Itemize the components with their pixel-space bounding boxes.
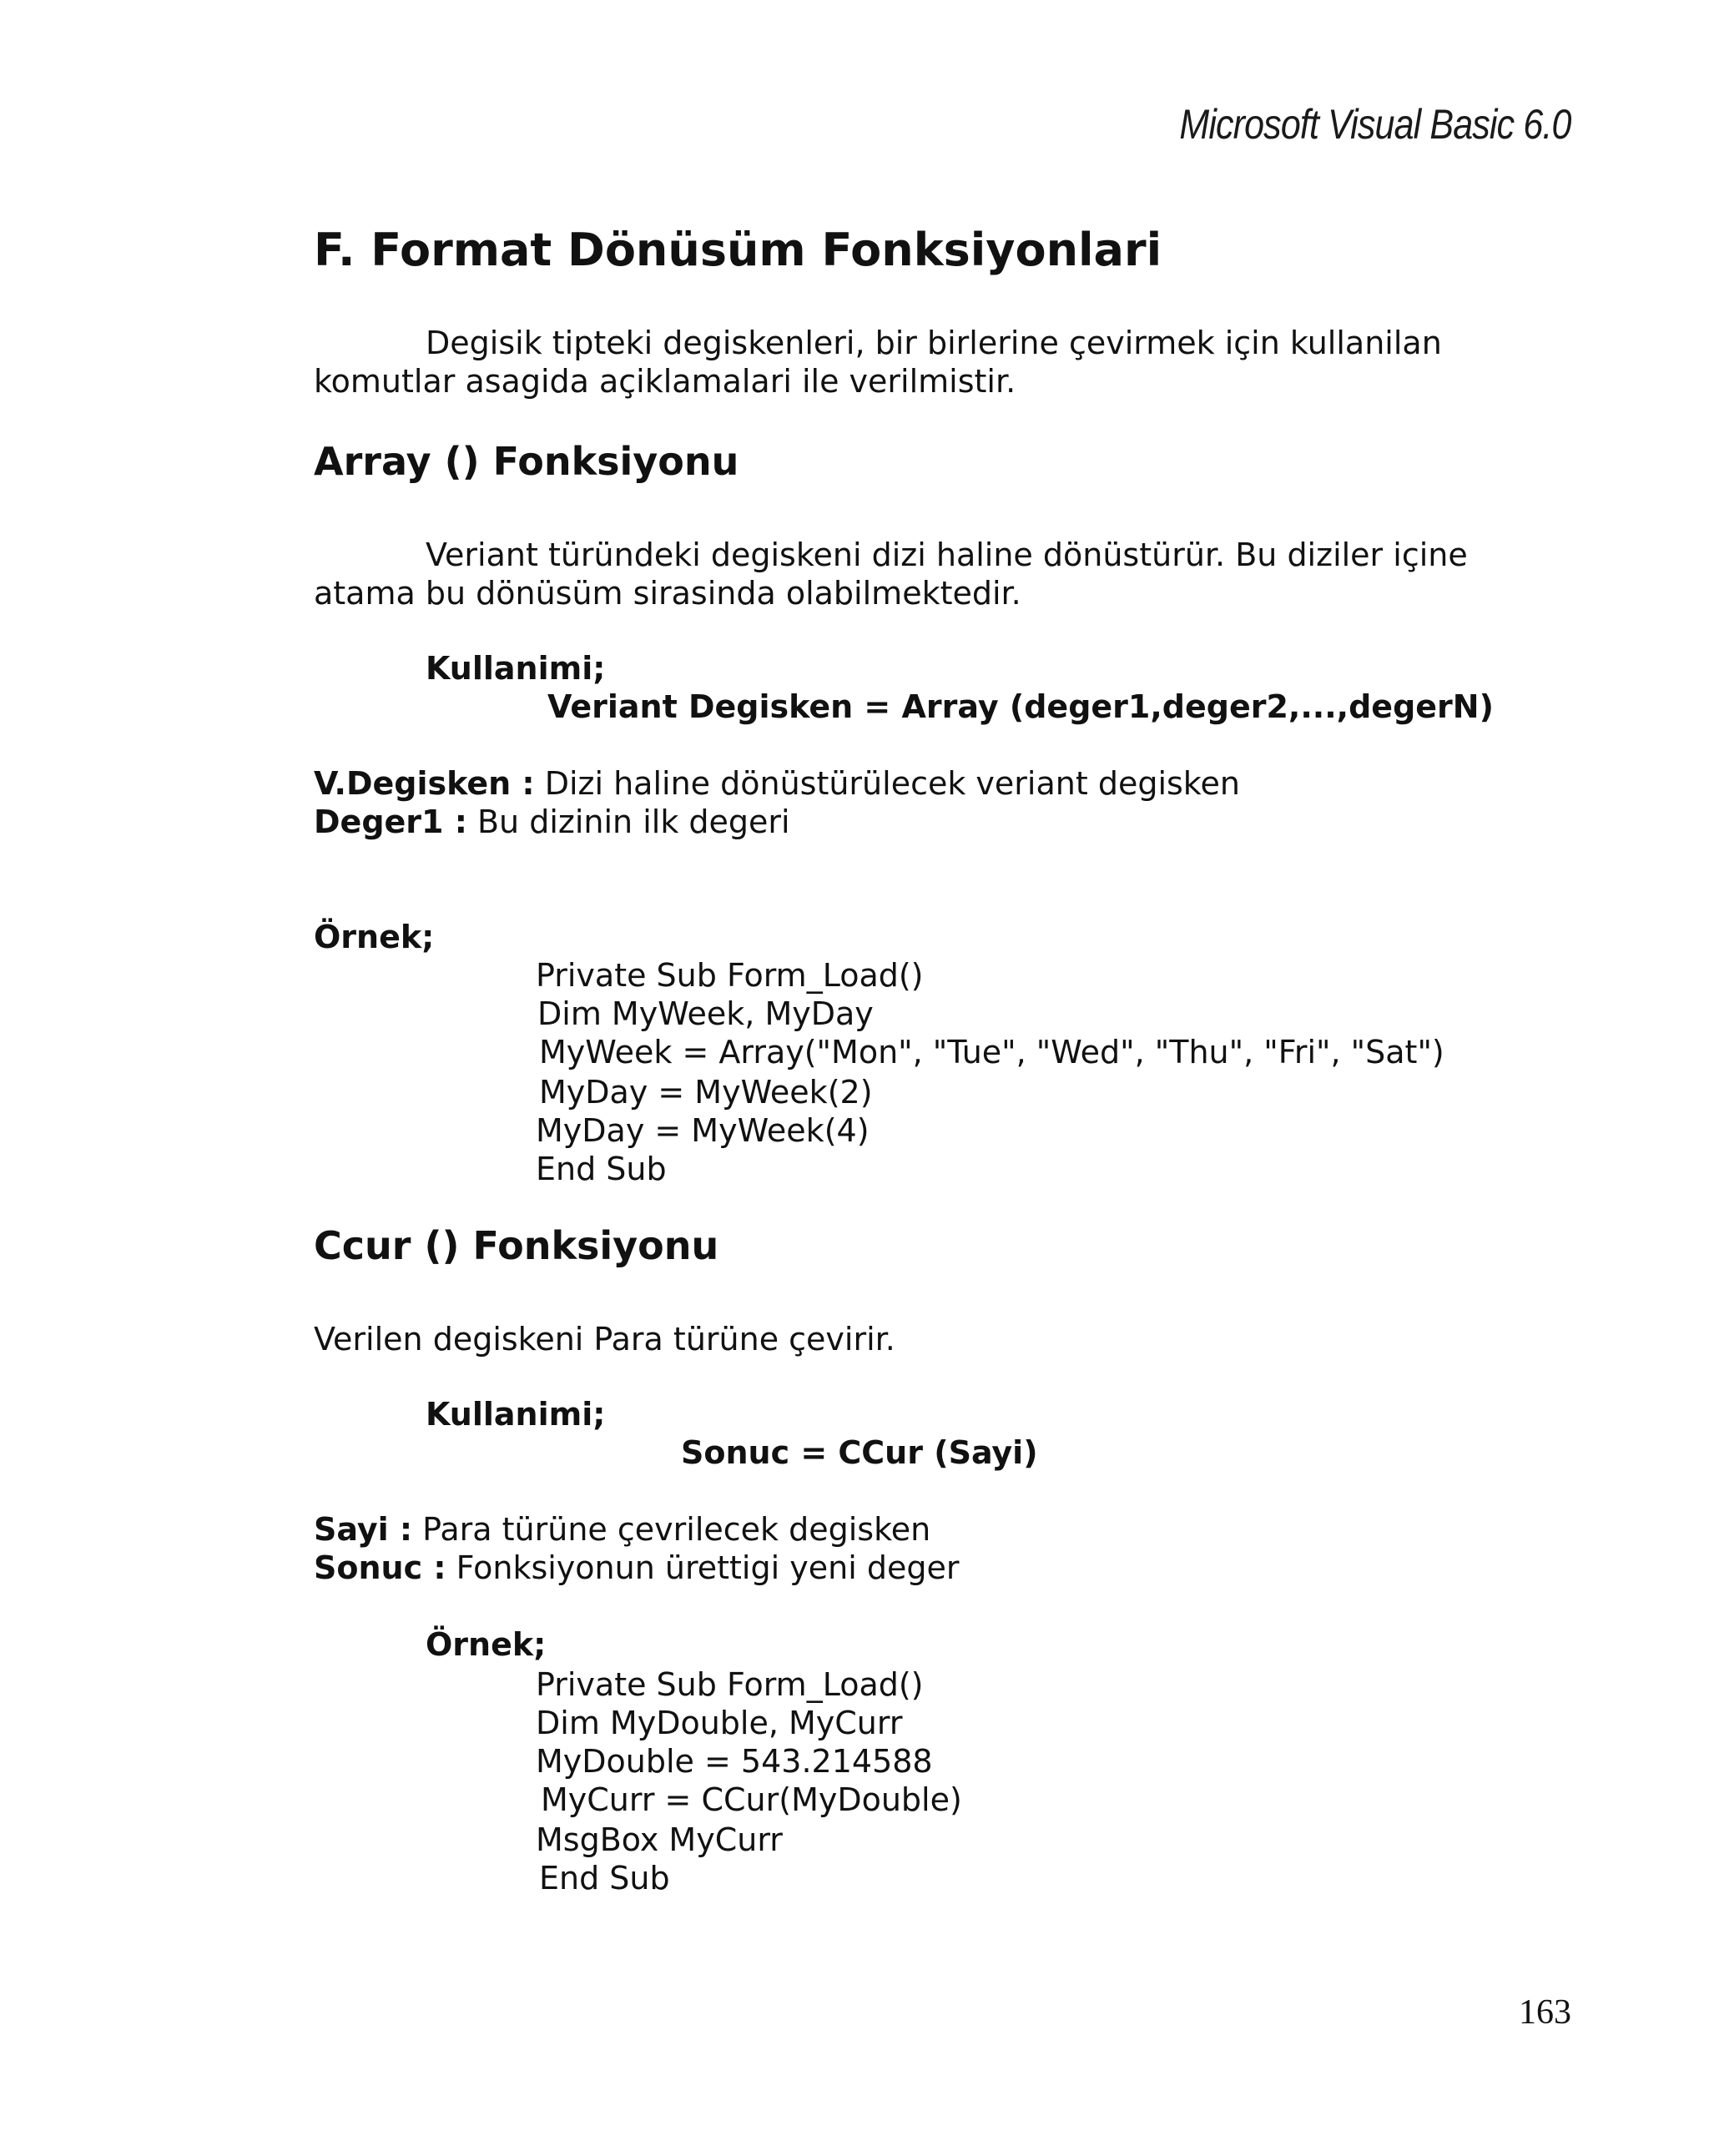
array-code-line-1: Private Sub Form_Load() [536, 957, 924, 994]
param-def: Para türüne çevrilecek degisken [412, 1511, 931, 1548]
running-header: Microsoft Visual Basic 6.0 [1179, 101, 1571, 148]
ccur-param-sayi [314, 1510, 930, 1549]
array-syntax: Veriant Degisken = Array (deger1,deger2,...,degerN) [547, 688, 1494, 725]
ccur-code-line-2: Dim MyDouble, MyCurr [536, 1705, 903, 1741]
array-code-line-2: Dim MyWeek, MyDay [537, 995, 874, 1032]
ccur-code-line-5: MsgBox MyCurr [536, 1821, 783, 1858]
ccur-code-line-4: MyCurr = CCur(MyDouble) [541, 1781, 962, 1818]
array-code-line-5: MyDay = MyWeek(4) [536, 1112, 870, 1149]
param-term: Sayi : [314, 1511, 413, 1548]
param-def: Fonksiyonun ürettigi yeni deger [446, 1549, 960, 1586]
intro-line-2: komutlar asagida açiklamalari ile verilmistir. [314, 363, 1016, 400]
array-code-line-3: MyWeek = Array("Mon", "Tue", "Wed", "Thu", "Fri", "Sat") [539, 1034, 1444, 1070]
ccur-code-line-3: MyDouble = 543.214588 [536, 1743, 933, 1780]
ccur-desc: Verilen degiskeni Para türüne çevirir. [314, 1321, 895, 1358]
ccur-heading: Ccur () Fonksiyonu [314, 1223, 719, 1268]
param-term: V.Degisken : [314, 765, 535, 802]
array-desc-line-2: atama bu dönüsüm sirasinda olabilmektedir. [314, 575, 1021, 612]
param-def: Dizi haline dönüstürülecek veriant degisken [534, 765, 1240, 802]
array-code-line-6: End Sub [536, 1151, 667, 1187]
ccur-param-sonuc [314, 1549, 959, 1587]
ccur-example-label: Örnek; [426, 1626, 547, 1663]
array-desc-line-1: Veriant türündeki degiskeni dizi haline dönüstürür. Bu diziler içine [426, 536, 1468, 573]
ccur-usage-label: Kullanimi; [426, 1396, 606, 1433]
intro-line-1: Degisik tipteki degiskenleri, bir birlerine çevirmek için kullanilan [426, 325, 1442, 361]
array-example-label: Örnek; [314, 919, 435, 955]
array-param-deger1 [314, 803, 790, 841]
array-heading: Array () Fonksiyonu [314, 439, 739, 484]
section-title: F. Format Dönüsüm Fonksiyonlari [314, 224, 1162, 276]
page-number: 163 [1519, 1993, 1571, 2032]
array-usage-label: Kullanimi; [426, 650, 606, 687]
array-code-line-4: MyDay = MyWeek(2) [539, 1074, 873, 1111]
array-param-vdegisken [314, 764, 1240, 803]
param-term: Sonuc : [314, 1549, 446, 1586]
ccur-code-line-6: End Sub [539, 1860, 670, 1897]
param-def: Bu dizinin ilk degeri [466, 803, 790, 840]
param-term: Deger1 : [314, 803, 467, 840]
ccur-syntax: Sonuc = CCur (Sayi) [681, 1434, 1038, 1471]
ccur-code-line-1: Private Sub Form_Load() [536, 1666, 924, 1703]
